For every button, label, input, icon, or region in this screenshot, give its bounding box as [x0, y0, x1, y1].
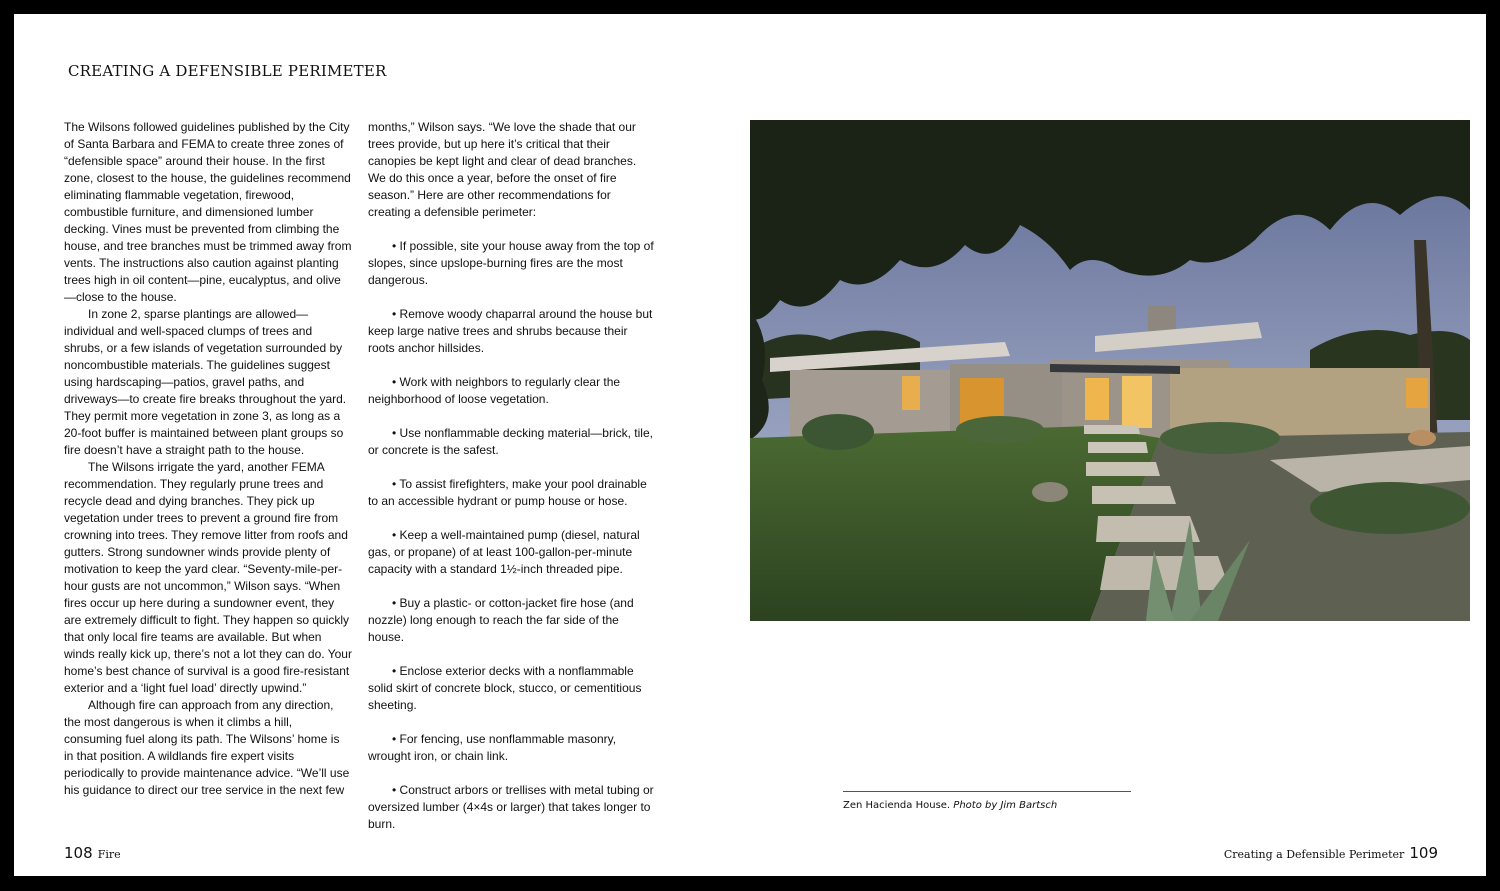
recommendation-item: • If possible, site your house away from the top of slopes, since upslope-burning fires are the most dangerous.: [368, 239, 654, 287]
recommendation-item: • Construct arbors or trellises with metal tubing or oversized lumber (4×4s or larger) that takes longer to burn.: [368, 783, 654, 831]
page-number: 109: [1409, 844, 1438, 862]
page-number: 108: [64, 844, 93, 862]
recommendation-item: • Enclose exterior decks with a nonflammable solid skirt of concrete block, stucco, or cementitious sheeting.: [368, 664, 642, 712]
paragraph: The Wilsons followed guidelines published by the City of Santa Barbara and FEMA to create three zones of “defensible space” around their house. In the first zone, closest to the house, the guidelines recommend eliminating flammable vegetation, firewood, combustible furniture, and dimensioned lumber decking. Vines must be prevented from climbing the house, and tree branches must be trimmed away from vents. The instructions also caution against planting trees high in oil content—pine, eucalyptus, and olive—close to the house.: [64, 120, 352, 304]
book-spread: [14, 14, 1486, 876]
recommendation-item: • For fencing, use nonflammable masonry, wrought iron, or chain link.: [368, 732, 617, 763]
running-footer: Creating a Defensible Perimeter: [1223, 848, 1405, 861]
recommendation-item: • Use nonflammable decking material—brick, tile, or concrete is the safest.: [368, 426, 653, 457]
caption-credit: Photo by Jim Bartsch: [953, 800, 1058, 811]
recommendation-item: • Remove woody chaparral around the house but keep large native trees and shrubs because their roots anchor hillsides.: [368, 307, 653, 355]
left-text-column: [64, 119, 352, 799]
recommendation-item: • Keep a well-maintained pump (diesel, natural gas, or propane) of at least 100-gallon-per-minute capacity with a standard 1½-inch threaded pipe.: [368, 528, 640, 576]
running-footer: Fire: [97, 848, 121, 861]
recommendation-item: • Work with neighbors to regularly clear the neighborhood of loose vegetation.: [368, 375, 621, 406]
right-text-column: [368, 119, 656, 833]
recommendation-item: • Buy a plastic- or cotton-jacket fire hose (and nozzle) long enough to reach the far side of the house.: [368, 596, 634, 644]
section-heading: CREATING A DEFENSIBLE PERIMETER: [68, 62, 387, 80]
paragraph: months,” Wilson says. “We love the shade that our trees provide, but up here it’s critical that their canopies be kept light and clear of dead branches. We do this once a year, before the onset of fire season.” Here are other recommendations for creating a defensible perimeter:: [368, 120, 637, 219]
photo-caption: [843, 800, 1057, 811]
house-photo: [750, 120, 1470, 621]
recommendation-item: • To assist firefighters, make your pool drainable to an accessible hydrant or pump house or hose.: [368, 477, 647, 508]
right-folio: [1224, 843, 1438, 862]
left-folio: [64, 843, 121, 862]
caption-title: Zen Hacienda House.: [843, 800, 951, 811]
caption-rule: [843, 791, 1131, 792]
paragraph: Although fire can approach from any direction, the most dangerous is when it climbs a hill, consuming fuel along its path. The Wilsons’ home is in that position. A wildlands fire expert visits periodically to provide maintenance advice. “We’ll use his guidance to direct our tree service in the next few: [64, 698, 350, 797]
paragraph: The Wilsons irrigate the yard, another FEMA recommendation. They regularly prune trees and recycle dead and dying branches. They pick up vegetation under trees to prevent a ground fire from crowning into trees. They remove litter from roofs and gutters. Strong sundowner winds provide plenty of motivation to keep the yard clear. “Seventy-mile-per-hour gusts are not uncommon,” Wilson says. “When fires occur up here during a sundowner event, they are extremely difficult to fight. They happen so quickly that only local fire teams are available. But when winds really kick up, there’s not a lot they can do. Your home’s best chance of survival is a good fire-resistant exterior and a ‘light fuel load’ directly upwind.”: [64, 460, 352, 695]
paragraph: In zone 2, sparse plantings are allowed—individual and well-spaced clumps of trees and shrubs, or a few islands of vegetation surrounded by noncombustible materials. The guidelines suggest using hardscaping—patios, gravel paths, and driveways—to create fire breaks throughout the yard. They permit more vegetation in zone 3, as long as a 20-foot buffer is maintained between plant groups so fire doesn’t have a straight path to the house.: [64, 307, 347, 457]
